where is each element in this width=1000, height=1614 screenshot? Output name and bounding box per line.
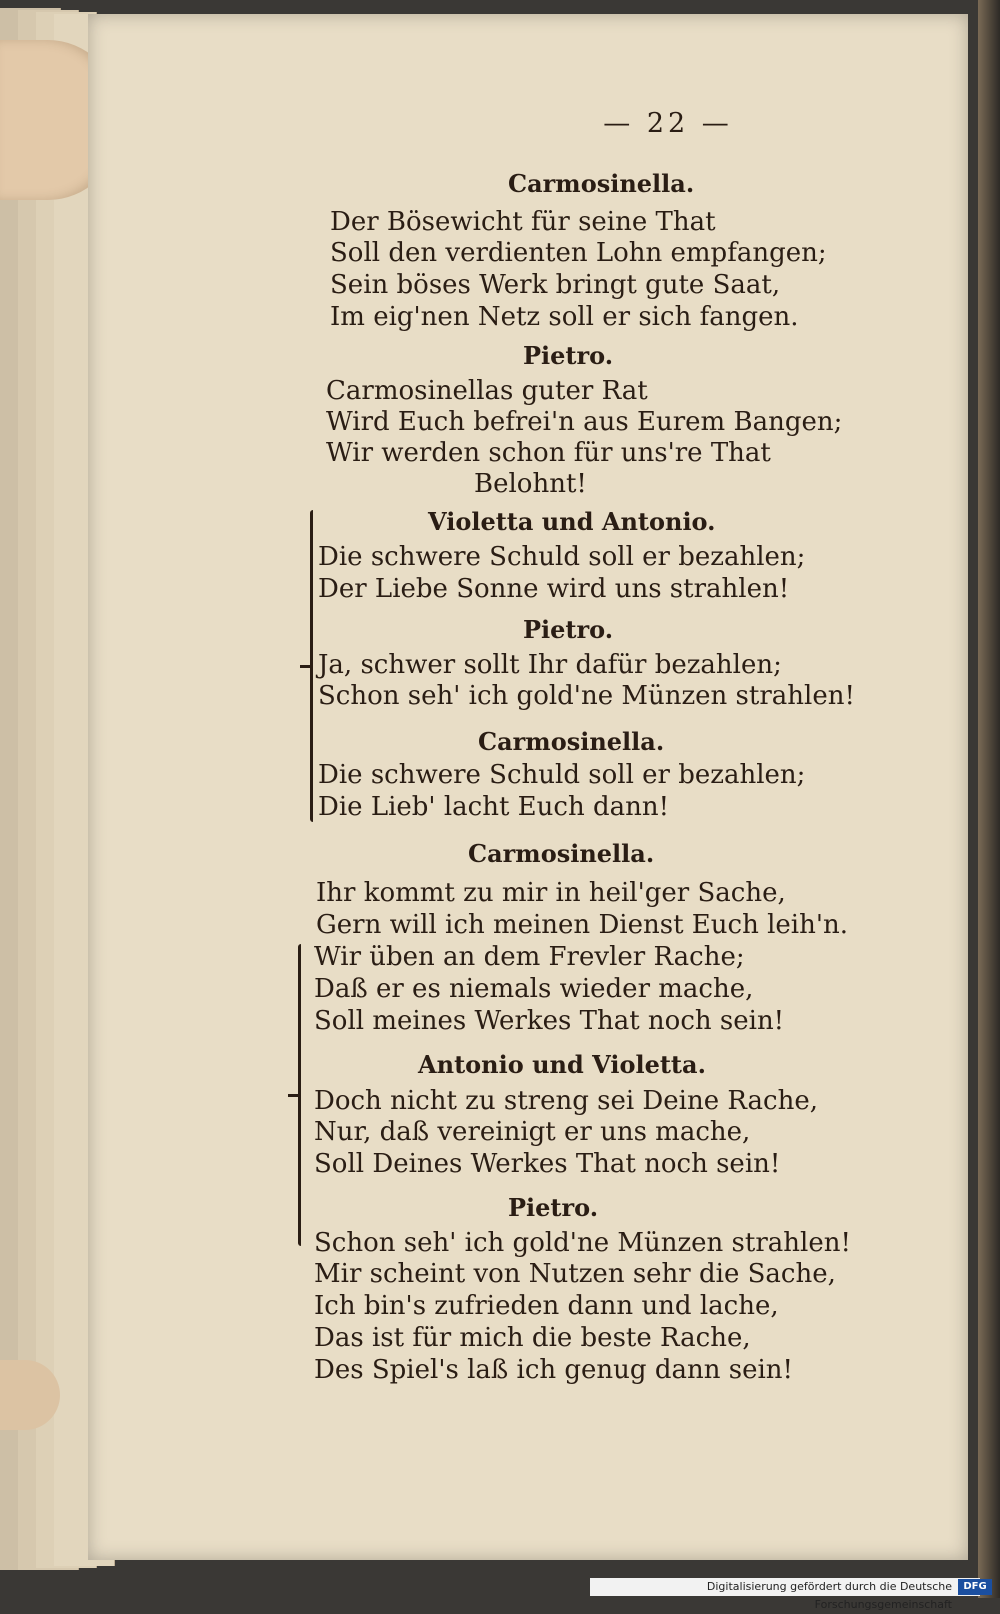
verse-line: Die schwere Schuld soll er bezahlen;	[318, 760, 806, 790]
dfg-logo: DFG	[958, 1579, 992, 1595]
speaker-heading: Antonio und Violetta.	[418, 1050, 706, 1079]
brace-tip	[300, 665, 310, 668]
verse-line: Die schwere Schuld soll er bezahlen;	[318, 542, 806, 572]
verse-line: Ihr kommt zu mir in heil'ger Sache,	[316, 878, 786, 908]
verse-line: Wird Euch befrei'n aus Eurem Bangen;	[326, 407, 843, 437]
brace-tip	[288, 1094, 298, 1097]
verse-line: Wir werden schon für uns're That	[326, 438, 771, 468]
page-number: — 22 —	[603, 108, 733, 139]
verse-line: Des Spiel's laß ich genug dann sein!	[314, 1355, 793, 1385]
verse-line: Mir scheint von Nutzen sehr die Sache,	[314, 1259, 836, 1289]
verse-line: Nur, daß vereinigt er uns mache,	[314, 1117, 751, 1147]
verse-line: Soll den verdienten Lohn empfangen;	[330, 238, 827, 268]
verse-line: Sein böses Werk bringt gute Saat,	[330, 270, 781, 300]
verse-line: Soll meines Werkes That noch sein!	[314, 1006, 785, 1036]
verse-line: Soll Deines Werkes That noch sein!	[314, 1149, 781, 1179]
speaker-heading: Pietro.	[522, 341, 614, 370]
verse-line: Schon seh' ich gold'ne Münzen strahlen!	[318, 681, 855, 711]
verse-line: Daß er es niemals wieder mache,	[314, 974, 754, 1004]
verse-line: Gern will ich meinen Dienst Euch leih'n.	[316, 910, 849, 940]
verse-line: Belohnt!	[474, 469, 587, 499]
speaker-heading: Carmosinella.	[468, 839, 655, 868]
brace	[298, 944, 301, 1246]
footer-credit: Digitalisierung gefördert durch die Deutsche Forschungsgemeinschaft	[590, 1578, 980, 1596]
verse-line: Ich bin's zufrieden dann und lache,	[314, 1291, 779, 1321]
verse-line: Schon seh' ich gold'ne Münzen strahlen!	[314, 1228, 851, 1258]
book-page	[88, 14, 968, 1560]
verse-line: Ja, schwer sollt Ihr dafür bezahlen;	[318, 650, 782, 680]
book-spine-edge	[978, 0, 1000, 1598]
verse-line: Doch nicht zu streng sei Deine Rache,	[314, 1086, 819, 1116]
verse-line: Im eig'nen Netz soll er sich fangen.	[330, 302, 799, 332]
verse-line: Wir üben an dem Frevler Rache;	[314, 942, 745, 972]
speaker-heading: Violetta und Antonio.	[428, 507, 716, 536]
speaker-heading: Pietro.	[522, 615, 614, 644]
speaker-heading: Carmosinella.	[508, 169, 695, 198]
verse-line: Das ist für mich die beste Rache,	[314, 1323, 751, 1353]
verse-line: Der Bösewicht für seine That	[330, 207, 716, 237]
verse-line: Die Lieb' lacht Euch dann!	[318, 792, 670, 822]
verse-line: Der Liebe Sonne wird uns strahlen!	[318, 574, 790, 604]
verse-line: Carmosinellas guter Rat	[326, 376, 648, 406]
brace	[310, 510, 313, 822]
speaker-heading: Pietro.	[507, 1193, 599, 1222]
speaker-heading: Carmosinella.	[478, 727, 665, 756]
